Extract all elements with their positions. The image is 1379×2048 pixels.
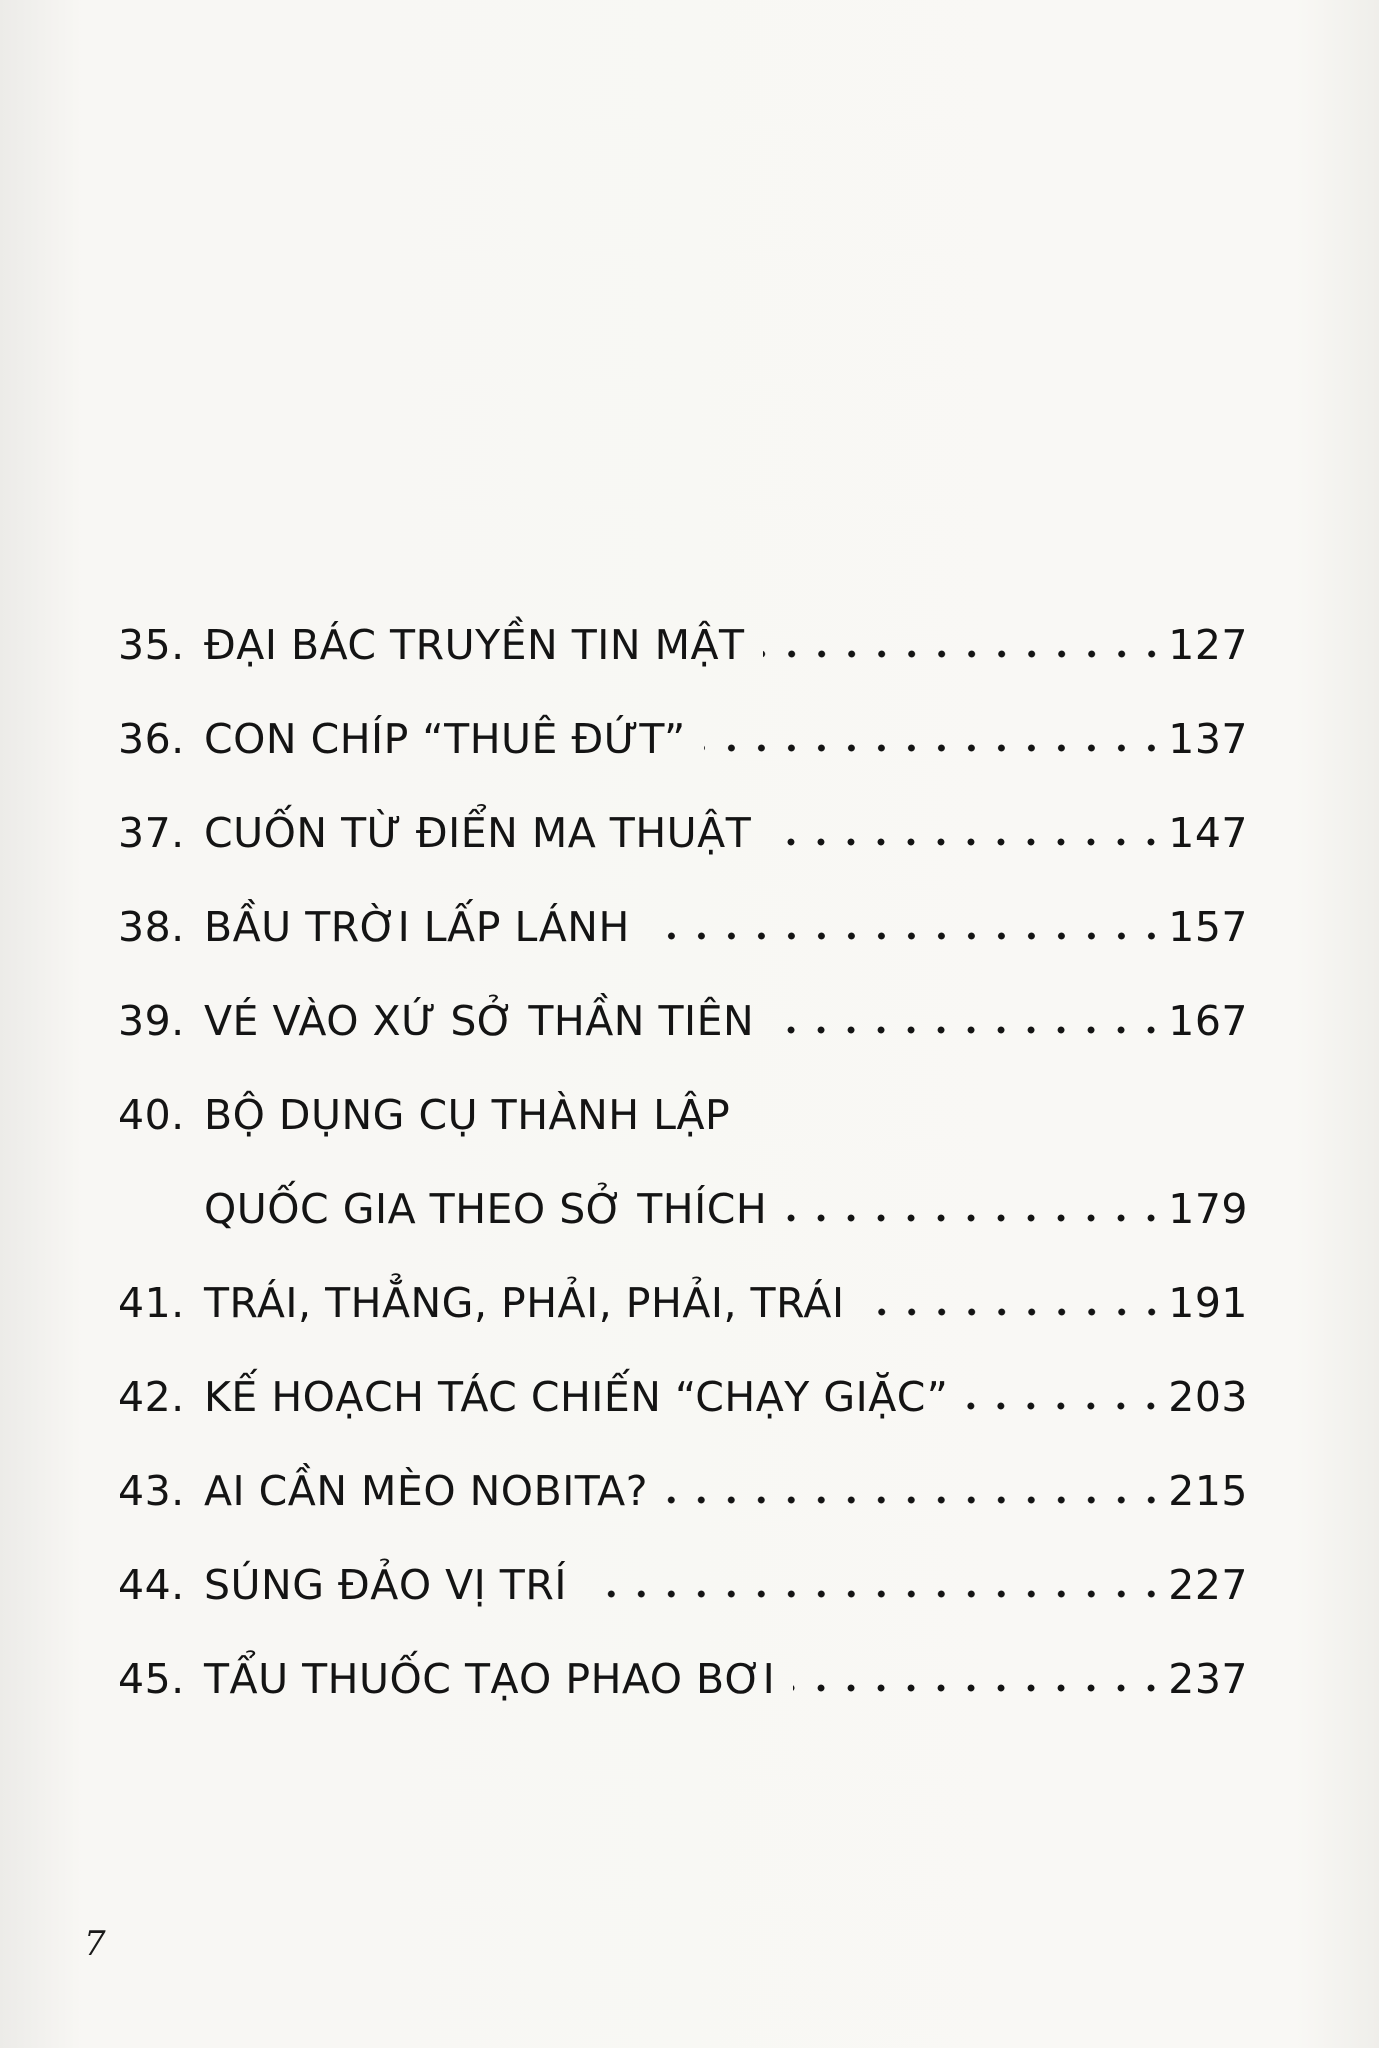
toc-entry-45 xyxy=(118,1632,1248,1726)
toc-entry-41 xyxy=(118,1256,1248,1350)
table-of-contents xyxy=(118,598,1248,1726)
toc-entry-page: 127 xyxy=(1168,621,1248,669)
toc-entry-number: 45. xyxy=(118,1655,185,1703)
dot-leader xyxy=(648,930,1166,942)
dot-leader xyxy=(763,648,1167,660)
toc-entry-number: 40. xyxy=(118,1091,185,1139)
dot-leader xyxy=(793,1682,1166,1694)
dot-leader xyxy=(785,1212,1166,1224)
toc-entry-44 xyxy=(118,1538,1248,1632)
toc-entry-page: 227 xyxy=(1168,1561,1248,1609)
toc-entry-title: BẦU TRỜI LẤP LÁNH xyxy=(204,903,630,951)
toc-entry-number: 35. xyxy=(118,621,185,669)
toc-entry-page: 147 xyxy=(1168,809,1248,857)
toc-entry-40 xyxy=(118,1068,1248,1256)
toc-entry-title: CON CHÍP “THUÊ ĐỨT” xyxy=(204,715,686,763)
toc-entry-number: 43. xyxy=(118,1467,185,1515)
toc-entry-title: KẾ HOẠCH TÁC CHIẾN “CHẠY GIẶC” xyxy=(204,1373,949,1421)
toc-entry-38 xyxy=(118,880,1248,974)
toc-entry-39 xyxy=(118,974,1248,1068)
dot-leader xyxy=(966,1400,1166,1412)
toc-entry-43 xyxy=(118,1444,1248,1538)
toc-entry-page: 215 xyxy=(1168,1467,1248,1515)
toc-entry-page: 137 xyxy=(1168,715,1248,763)
toc-entry-title: TẨU THUỐC TẠO PHAO BƠI xyxy=(204,1655,776,1703)
toc-entry-title: VÉ VÀO XỨ SỞ THẦN TIÊN xyxy=(204,997,755,1045)
toc-entry-37 xyxy=(118,786,1248,880)
dot-leader xyxy=(666,1494,1166,1506)
toc-entry-35 xyxy=(118,598,1248,692)
toc-entry-page: 179 xyxy=(1168,1185,1248,1233)
toc-entry-number: 39. xyxy=(118,997,185,1045)
toc-entry-page: 191 xyxy=(1168,1279,1248,1327)
toc-entry-title: BỘ DỤNG CỤ THÀNH LẬP xyxy=(204,1091,731,1139)
toc-entry-page: 157 xyxy=(1168,903,1248,951)
toc-entry-number: 41. xyxy=(118,1279,185,1327)
toc-entry-title: CUỐN TỪ ĐIỂN MA THUẬT xyxy=(204,809,752,857)
dot-leader xyxy=(704,742,1166,754)
toc-entry-title: AI CẦN MÈO NOBITA? xyxy=(204,1467,648,1515)
dot-leader xyxy=(769,836,1166,848)
toc-entry-number: 36. xyxy=(118,715,185,763)
page-number: 7 xyxy=(84,1924,106,1964)
toc-entry-number: 44. xyxy=(118,1561,185,1609)
dot-leader xyxy=(585,1588,1166,1600)
toc-entry-36 xyxy=(118,692,1248,786)
toc-entry-title: SÚNG ĐẢO VỊ TRÍ xyxy=(204,1561,567,1609)
dot-leader xyxy=(863,1306,1167,1318)
toc-entry-title-continued: QUỐC GIA THEO SỞ THÍCH xyxy=(204,1185,768,1233)
toc-entry-number: 38. xyxy=(118,903,185,951)
toc-entry-page: 203 xyxy=(1168,1373,1248,1421)
toc-entry-number: 42. xyxy=(118,1373,185,1421)
toc-entry-number: 37. xyxy=(118,809,185,857)
toc-entry-title: ĐẠI BÁC TRUYỀN TIN MẬT xyxy=(204,621,745,669)
toc-entry-42 xyxy=(118,1350,1248,1444)
toc-entry-title: TRÁI, THẲNG, PHẢI, PHẢI, TRÁI xyxy=(204,1279,845,1327)
toc-entry-page: 167 xyxy=(1168,997,1248,1045)
dot-leader xyxy=(772,1024,1166,1036)
toc-entry-page: 237 xyxy=(1168,1655,1248,1703)
